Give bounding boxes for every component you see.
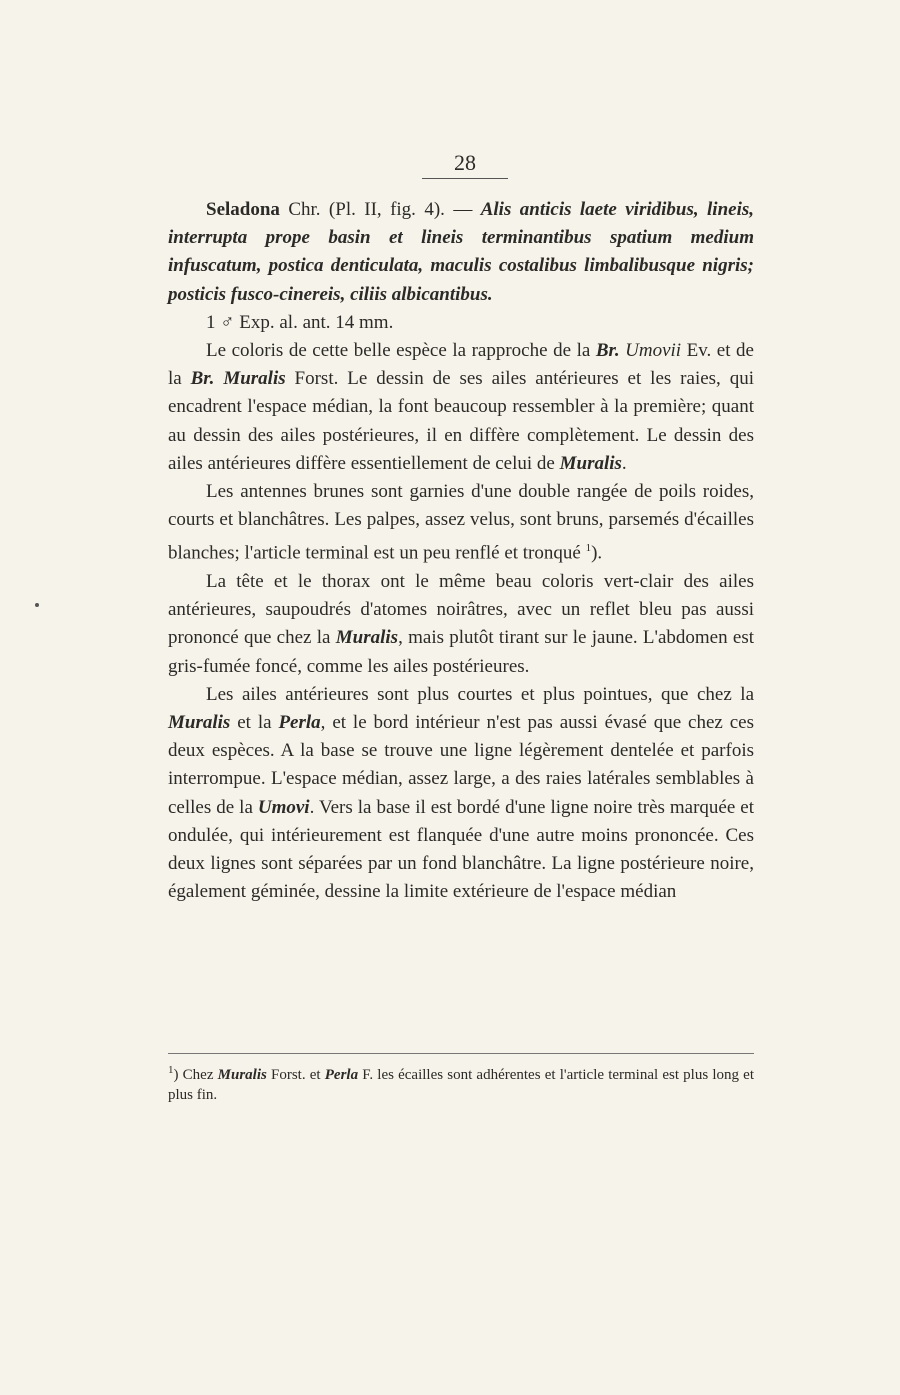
- text-run: F. les écailles sont adhérentes et l'article terminal est plus long et plus fin.: [168, 1067, 754, 1103]
- text-run: Le coloris de cette belle espèce la rapproche de la: [206, 340, 596, 362]
- text-run: ).: [591, 542, 603, 564]
- species-ref: Muralis: [168, 711, 231, 733]
- paragraph-forewings: [168, 681, 754, 907]
- text-run: Forst. Le dessin de ses ailes antérieures et les raies, qui encadrent l'espace médian, la font beaucoup ressembler à la première; quant au dessin des ailes postérieures, il en diffère complètement. Le dessin des ailes antérieures diffère essentiellement de celui de: [168, 368, 754, 474]
- text-run: et la: [230, 711, 279, 733]
- text-run: La tête et le thorax ont le même beau coloris vert-clair des ailes antérieures, saupoudrés d'atomes noirâtres, avec un reflet bleu pas aussi prononcé que chez la: [168, 570, 754, 649]
- paragraph-head-thorax: [168, 568, 754, 681]
- species-ref: Muralis: [559, 452, 622, 474]
- margin-dot: [35, 603, 39, 607]
- genus-abbrev: Br.: [190, 368, 215, 390]
- plate-reference: Chr. (Pl. II, fig. 4). —: [279, 199, 481, 220]
- page-number: 28: [422, 150, 508, 179]
- text-run: Ev. et de la: [168, 340, 754, 390]
- text-run: , et le bord intérieur n'est pas aussi évasé que chez ces deux espèces. A la base se trouve une ligne légèrement dentelée et parfois interrompue. L'espace médian, assez large, a des raies latérales semblables à celles de la: [168, 711, 754, 818]
- species-ref: Muralis: [217, 1067, 267, 1083]
- footnote-divider: [168, 1053, 754, 1054]
- species-name: Seladona: [206, 199, 280, 220]
- species-ref: Perla: [324, 1067, 359, 1083]
- text-run: .: [621, 452, 627, 474]
- genus-abbrev: Br.: [595, 340, 620, 362]
- species-description: [168, 196, 754, 309]
- text-run: , mais plutôt tirant sur le jaune. L'abdomen est gris-fumée foncé, comme les ailes postérieures.: [168, 627, 754, 677]
- footnote-mark: 1: [168, 1064, 174, 1076]
- paragraph-coloration: [168, 337, 754, 478]
- species-ref: Umovi: [257, 796, 310, 818]
- text-run: Les antennes brunes sont garnies d'une double rangée de poils roides, courts et blanchâtres. Les palpes, assez velus, sont bruns, parsemés d'écailles blanches; l'article terminal est un peu renflé et tronqué: [168, 481, 754, 564]
- species-ref: Muralis: [335, 627, 399, 649]
- species-ref: Muralis: [214, 368, 286, 390]
- text-run: Les ailes antérieures sont plus courtes et plus pointues, que chez la: [206, 683, 754, 705]
- latin-diagnosis: Alis anticis laete viridibus, lineis, interrupta prope basin et lineis terminantibus spatium medium infuscatum, postica denticulata, maculis costalibus limbalibusque nigris; posticis fusco-cinereis, ciliis albicantibus.: [168, 199, 754, 305]
- text-run: ) Chez: [173, 1067, 218, 1083]
- text-run: . Vers la base il est bordé d'une ligne noire très marquée et ondulée, qui intérieurement est flanquée d'une autre moins prononcée. Ces deux lignes sont séparées par un fond blanchâtre. La ligne postérieure noire, également géminée, dessine la limite extérieure de l'espace médian: [168, 796, 754, 903]
- species-ref: Perla: [278, 711, 321, 733]
- footnote-ref: 1: [585, 542, 592, 555]
- text-run: Forst. et: [266, 1067, 325, 1083]
- footnote: [168, 1060, 754, 1105]
- specimen-line: 1 ♂ Exp. al. ant. 14 mm.: [206, 311, 394, 333]
- body-text: [168, 196, 754, 906]
- species-ref: Umovii: [619, 340, 682, 362]
- paragraph-antennae: [168, 478, 754, 568]
